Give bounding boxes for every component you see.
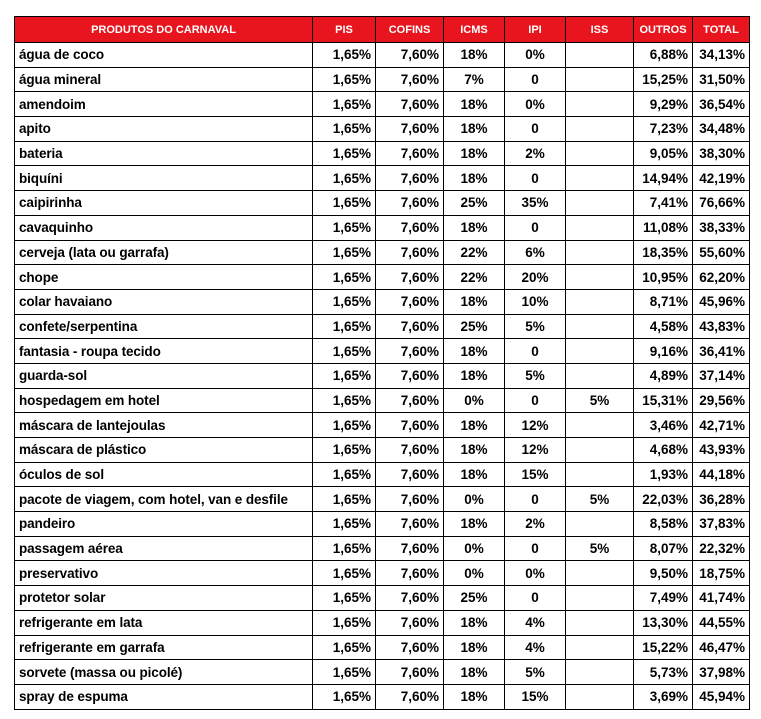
cell-iss [566,586,634,611]
table-row [15,462,750,487]
cell-iss [566,141,634,166]
cell-product: amendoim [15,92,313,117]
cell-pis: 1,65% [313,561,376,586]
cell-outros: 7,23% [634,117,693,142]
cell-iss: 5% [566,487,634,512]
header-row [15,17,750,43]
cell-total: 38,33% [693,215,750,240]
table-row [15,363,750,388]
table-row [15,536,750,561]
cell-icms: 0% [444,388,505,413]
cell-product: protetor solar [15,586,313,611]
cell-pis: 1,65% [313,289,376,314]
carnival-products-tax-table [14,16,750,710]
cell-product: sorvete (massa ou picolé) [15,660,313,685]
cell-icms: 18% [444,43,505,68]
cell-ipi: 0 [505,487,566,512]
cell-cofins: 7,60% [376,660,444,685]
cell-pis: 1,65% [313,684,376,709]
cell-cofins: 7,60% [376,413,444,438]
cell-total: 44,55% [693,610,750,635]
cell-product: refrigerante em garrafa [15,635,313,660]
cell-iss [566,438,634,463]
cell-icms: 25% [444,586,505,611]
cell-outros: 4,68% [634,438,693,463]
cell-product: hospedagem em hotel [15,388,313,413]
cell-iss [566,117,634,142]
cell-total: 34,48% [693,117,750,142]
cell-cofins: 7,60% [376,117,444,142]
cell-outros: 14,94% [634,166,693,191]
cell-product: apito [15,117,313,142]
cell-pis: 1,65% [313,388,376,413]
cell-total: 41,74% [693,586,750,611]
cell-cofins: 7,60% [376,512,444,537]
cell-product: spray de espuma [15,684,313,709]
cell-product: caipirinha [15,191,313,216]
cell-iss [566,215,634,240]
table-row [15,635,750,660]
cell-cofins: 7,60% [376,339,444,364]
table-row [15,512,750,537]
cell-ipi: 15% [505,462,566,487]
cell-ipi: 20% [505,265,566,290]
cell-icms: 18% [444,512,505,537]
cell-total: 34,13% [693,43,750,68]
table-row [15,684,750,709]
cell-outros: 13,30% [634,610,693,635]
cell-product: cavaquinho [15,215,313,240]
cell-iss [566,289,634,314]
table-row [15,289,750,314]
cell-icms: 18% [444,339,505,364]
cell-ipi: 6% [505,240,566,265]
cell-outros: 1,93% [634,462,693,487]
header-iss: ISS [566,17,634,43]
cell-outros: 4,58% [634,314,693,339]
table-row [15,339,750,364]
cell-product: preservativo [15,561,313,586]
table-row [15,240,750,265]
header-pis: PIS [313,17,376,43]
cell-cofins: 7,60% [376,388,444,413]
table-row [15,92,750,117]
header-icms: ICMS [444,17,505,43]
cell-outros: 8,07% [634,536,693,561]
cell-cofins: 7,60% [376,536,444,561]
cell-pis: 1,65% [313,413,376,438]
cell-pis: 1,65% [313,117,376,142]
cell-icms: 25% [444,314,505,339]
cell-pis: 1,65% [313,610,376,635]
cell-icms: 18% [444,610,505,635]
cell-iss [566,660,634,685]
cell-product: máscara de plástico [15,438,313,463]
cell-ipi: 0% [505,43,566,68]
cell-total: 37,14% [693,363,750,388]
table-row [15,660,750,685]
cell-icms: 7% [444,67,505,92]
cell-product: chope [15,265,313,290]
cell-ipi: 0 [505,536,566,561]
cell-iss [566,413,634,438]
cell-ipi: 5% [505,314,566,339]
cell-ipi: 12% [505,438,566,463]
cell-product: água mineral [15,67,313,92]
cell-ipi: 0 [505,215,566,240]
cell-cofins: 7,60% [376,92,444,117]
table-row [15,141,750,166]
cell-total: 46,47% [693,635,750,660]
cell-pis: 1,65% [313,92,376,117]
cell-pis: 1,65% [313,363,376,388]
cell-outros: 15,25% [634,67,693,92]
cell-cofins: 7,60% [376,487,444,512]
cell-cofins: 7,60% [376,314,444,339]
cell-icms: 22% [444,240,505,265]
table-row [15,191,750,216]
cell-icms: 0% [444,487,505,512]
header-cofins: COFINS [376,17,444,43]
cell-outros: 3,46% [634,413,693,438]
cell-total: 31,50% [693,67,750,92]
cell-pis: 1,65% [313,314,376,339]
cell-total: 18,75% [693,561,750,586]
cell-cofins: 7,60% [376,191,444,216]
cell-total: 22,32% [693,536,750,561]
cell-outros: 9,29% [634,92,693,117]
cell-cofins: 7,60% [376,67,444,92]
cell-product: cerveja (lata ou garrafa) [15,240,313,265]
table-row [15,388,750,413]
cell-product: bateria [15,141,313,166]
cell-ipi: 2% [505,512,566,537]
cell-total: 43,83% [693,314,750,339]
cell-pis: 1,65% [313,462,376,487]
cell-product: colar havaiano [15,289,313,314]
cell-total: 37,83% [693,512,750,537]
cell-product: pandeiro [15,512,313,537]
cell-ipi: 0 [505,67,566,92]
cell-iss [566,635,634,660]
cell-cofins: 7,60% [376,166,444,191]
cell-product: óculos de sol [15,462,313,487]
cell-total: 29,56% [693,388,750,413]
cell-outros: 5,73% [634,660,693,685]
cell-product: guarda-sol [15,363,313,388]
table-row [15,314,750,339]
cell-iss [566,462,634,487]
cell-iss [566,67,634,92]
cell-total: 44,18% [693,462,750,487]
cell-cofins: 7,60% [376,438,444,463]
table-row [15,117,750,142]
cell-cofins: 7,60% [376,561,444,586]
cell-pis: 1,65% [313,635,376,660]
cell-ipi: 12% [505,413,566,438]
table-row [15,438,750,463]
cell-iss [566,363,634,388]
cell-ipi: 10% [505,289,566,314]
cell-total: 36,28% [693,487,750,512]
cell-icms: 18% [444,363,505,388]
cell-ipi: 5% [505,363,566,388]
cell-cofins: 7,60% [376,215,444,240]
cell-iss [566,684,634,709]
cell-outros: 3,69% [634,684,693,709]
table-row [15,43,750,68]
cell-ipi: 0 [505,166,566,191]
cell-icms: 0% [444,536,505,561]
header-total: TOTAL [693,17,750,43]
cell-icms: 18% [444,166,505,191]
cell-iss [566,191,634,216]
cell-ipi: 5% [505,660,566,685]
cell-outros: 9,50% [634,561,693,586]
cell-pis: 1,65% [313,536,376,561]
cell-iss [566,339,634,364]
cell-iss [566,166,634,191]
cell-pis: 1,65% [313,339,376,364]
cell-outros: 22,03% [634,487,693,512]
cell-total: 37,98% [693,660,750,685]
cell-icms: 18% [444,462,505,487]
table-row [15,166,750,191]
cell-iss [566,43,634,68]
table-row [15,487,750,512]
cell-ipi: 15% [505,684,566,709]
cell-cofins: 7,60% [376,684,444,709]
cell-ipi: 2% [505,141,566,166]
cell-icms: 18% [444,635,505,660]
cell-product: máscara de lantejoulas [15,413,313,438]
cell-pis: 1,65% [313,265,376,290]
cell-total: 45,94% [693,684,750,709]
cell-iss: 5% [566,388,634,413]
cell-pis: 1,65% [313,43,376,68]
table-row [15,215,750,240]
cell-cofins: 7,60% [376,462,444,487]
cell-outros: 18,35% [634,240,693,265]
cell-outros: 7,49% [634,586,693,611]
cell-product: confete/serpentina [15,314,313,339]
cell-cofins: 7,60% [376,586,444,611]
cell-ipi: 4% [505,610,566,635]
cell-ipi: 0 [505,339,566,364]
header-ipi: IPI [505,17,566,43]
cell-pis: 1,65% [313,141,376,166]
cell-ipi: 0 [505,388,566,413]
cell-icms: 18% [444,117,505,142]
cell-ipi: 0% [505,561,566,586]
cell-icms: 0% [444,561,505,586]
cell-pis: 1,65% [313,240,376,265]
table-row [15,265,750,290]
cell-icms: 18% [444,438,505,463]
cell-product: biquíni [15,166,313,191]
cell-ipi: 0 [505,586,566,611]
cell-pis: 1,65% [313,438,376,463]
cell-icms: 18% [444,215,505,240]
cell-total: 43,93% [693,438,750,463]
header-product: PRODUTOS DO CARNAVAL [15,17,313,43]
cell-pis: 1,65% [313,191,376,216]
cell-icms: 18% [444,141,505,166]
cell-outros: 10,95% [634,265,693,290]
cell-pis: 1,65% [313,586,376,611]
table-row [15,413,750,438]
cell-icms: 22% [444,265,505,290]
cell-outros: 6,88% [634,43,693,68]
cell-pis: 1,65% [313,512,376,537]
cell-cofins: 7,60% [376,240,444,265]
cell-total: 62,20% [693,265,750,290]
cell-outros: 15,22% [634,635,693,660]
cell-product: pacote de viagem, com hotel, van e desfile [15,487,313,512]
cell-ipi: 4% [505,635,566,660]
cell-icms: 18% [444,660,505,685]
cell-total: 36,54% [693,92,750,117]
cell-cofins: 7,60% [376,635,444,660]
cell-outros: 11,08% [634,215,693,240]
table-row [15,610,750,635]
cell-product: refrigerante em lata [15,610,313,635]
cell-outros: 9,16% [634,339,693,364]
cell-total: 45,96% [693,289,750,314]
cell-cofins: 7,60% [376,289,444,314]
cell-product: passagem aérea [15,536,313,561]
cell-icms: 18% [444,92,505,117]
cell-total: 55,60% [693,240,750,265]
cell-iss: 5% [566,536,634,561]
cell-cofins: 7,60% [376,43,444,68]
cell-icms: 18% [444,289,505,314]
cell-iss [566,314,634,339]
cell-pis: 1,65% [313,215,376,240]
table-row [15,67,750,92]
cell-outros: 8,58% [634,512,693,537]
cell-ipi: 0% [505,92,566,117]
cell-pis: 1,65% [313,487,376,512]
cell-product: água de coco [15,43,313,68]
cell-product: fantasia - roupa tecido [15,339,313,364]
cell-icms: 25% [444,191,505,216]
cell-iss [566,561,634,586]
cell-cofins: 7,60% [376,610,444,635]
cell-pis: 1,65% [313,67,376,92]
cell-outros: 7,41% [634,191,693,216]
cell-cofins: 7,60% [376,363,444,388]
cell-total: 38,30% [693,141,750,166]
cell-iss [566,92,634,117]
cell-iss [566,240,634,265]
cell-icms: 18% [444,684,505,709]
cell-total: 36,41% [693,339,750,364]
cell-pis: 1,65% [313,660,376,685]
cell-ipi: 0 [505,117,566,142]
table-body [15,43,750,710]
cell-ipi: 35% [505,191,566,216]
table-row [15,586,750,611]
cell-iss [566,610,634,635]
cell-outros: 15,31% [634,388,693,413]
cell-outros: 8,71% [634,289,693,314]
table-row [15,561,750,586]
cell-total: 42,19% [693,166,750,191]
cell-outros: 4,89% [634,363,693,388]
cell-iss [566,265,634,290]
cell-cofins: 7,60% [376,265,444,290]
cell-total: 76,66% [693,191,750,216]
cell-pis: 1,65% [313,166,376,191]
cell-total: 42,71% [693,413,750,438]
cell-icms: 18% [444,413,505,438]
header-outros: OUTROS [634,17,693,43]
cell-outros: 9,05% [634,141,693,166]
cell-cofins: 7,60% [376,141,444,166]
cell-iss [566,512,634,537]
